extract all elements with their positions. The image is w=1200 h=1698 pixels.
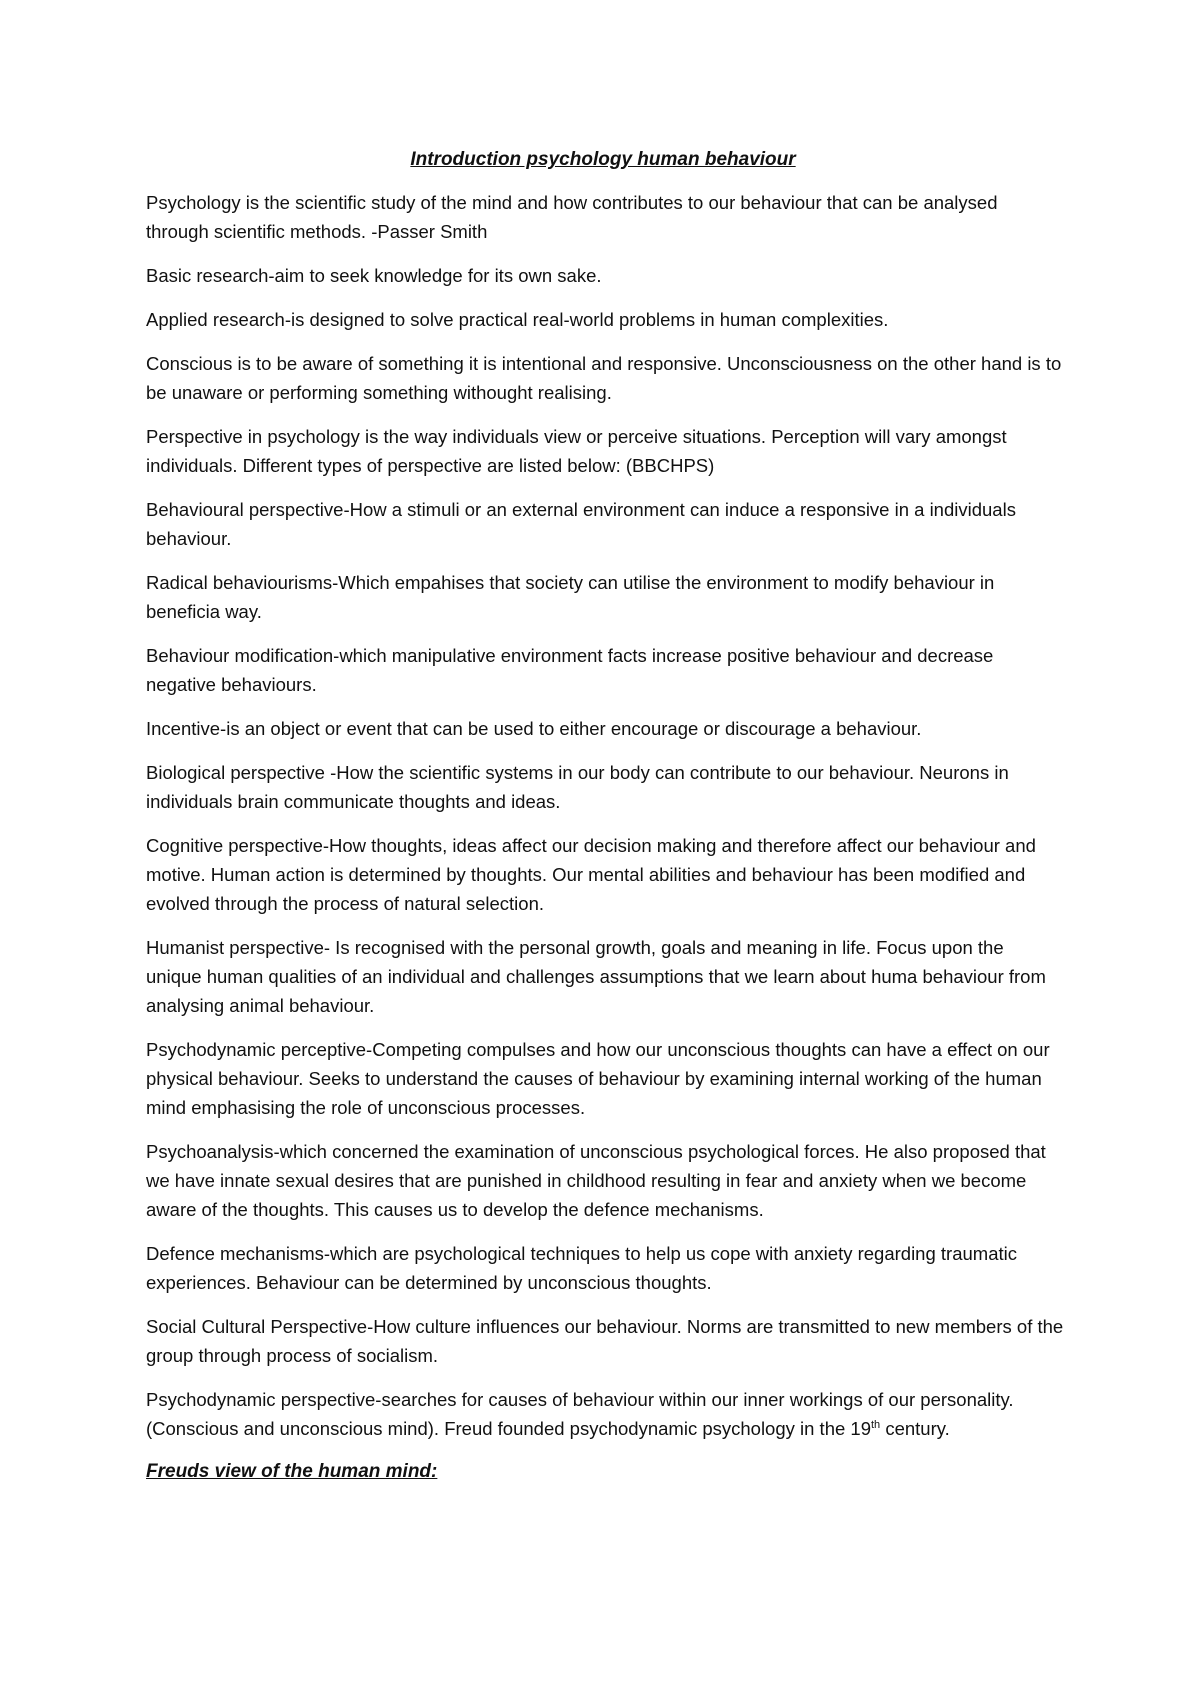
paragraph-text: Psychodynamic perspective-searches for causes of behaviour within our inner workings of our personality. (Conscious and unconscious mind). Freud founded psychodynamic psychology in the 19 bbox=[146, 1389, 1014, 1439]
paragraph: Radical behaviourisms-Which empahises that society can utilise the environment to modify behaviour in beneficia way. bbox=[146, 572, 995, 622]
paragraph: Cognitive perspective-How thoughts, ideas affect our decision making and therefore affect our behaviour and motive. Human action is determined by thoughts. Our mental abilities and behaviour has been modified and evolved through the process of natural selection. bbox=[146, 835, 1036, 914]
paragraph: Behavioural perspective-How a stimuli or an external environment can induce a responsive in a individuals behaviour. bbox=[146, 499, 1016, 549]
paragraph: Defence mechanisms-which are psychological techniques to help us cope with anxiety regarding traumatic experiences. Behaviour can be determined by unconscious thoughts. bbox=[146, 1243, 1017, 1293]
paragraph: Incentive-is an object or event that can be used to either encourage or discourage a behaviour. bbox=[146, 718, 922, 739]
paragraph: Basic research-aim to seek knowledge for its own sake. bbox=[146, 265, 602, 286]
paragraph-psychodynamic bbox=[146, 1385, 1064, 1443]
paragraph-text-end: century. bbox=[880, 1418, 950, 1439]
paragraph: Psychology is the scientific study of the mind and how contributes to our behaviour that can be analysed through scientific methods. -Passer Smith bbox=[146, 192, 998, 242]
paragraph: Social Cultural Perspective-How culture influences our behaviour. Norms are transmitted to new members of the group through process of socialism. bbox=[146, 1316, 1064, 1366]
paragraph: Conscious is to be aware of something it is intentional and responsive. Unconsciousness on the other hand is to be unaware or performing something withought realising. bbox=[146, 353, 1062, 403]
section-heading: Freuds view of the human mind: bbox=[146, 1461, 438, 1482]
paragraph: Psychoanalysis-which concerned the examination of unconscious psychological forces. He also proposed that we have innate sexual desires that are punished in childhood resulting in fear and anxiety when we become aware of the thoughts. This causes us to develop the defence mechanisms. bbox=[146, 1141, 1046, 1220]
paragraph: Behaviour modification-which manipulative environment facts increase positive behaviour and decrease negative behaviours. bbox=[146, 645, 994, 695]
paragraph: Psychodynamic perceptive-Competing compulses and how our unconscious thoughts can have a effect on our physical behaviour. Seeks to understand the causes of behaviour by examining internal working of the human mind emphasising the role of unconscious processes. bbox=[146, 1039, 1050, 1118]
paragraph: Humanist perspective- Is recognised with the personal growth, goals and meaning in life. Focus upon the unique human qualities of an individual and challenges assumptions that we learn about huma behaviour from analysing animal behaviour. bbox=[146, 937, 1046, 1016]
paragraph: Biological perspective -How the scientific systems in our body can contribute to our behaviour. Neurons in individuals brain communicate thoughts and ideas. bbox=[146, 762, 1009, 812]
document-title: Introduction psychology human behaviour bbox=[410, 149, 796, 170]
paragraph: Perspective in psychology is the way individuals view or perceive situations. Perception will vary amongst individuals. Different types of perspective are listed below: (BBCHPS) bbox=[146, 426, 1007, 476]
paragraph: Applied research-is designed to solve practical real-world problems in human complexities. bbox=[146, 309, 889, 330]
ordinal-superscript: th bbox=[871, 1418, 881, 1431]
